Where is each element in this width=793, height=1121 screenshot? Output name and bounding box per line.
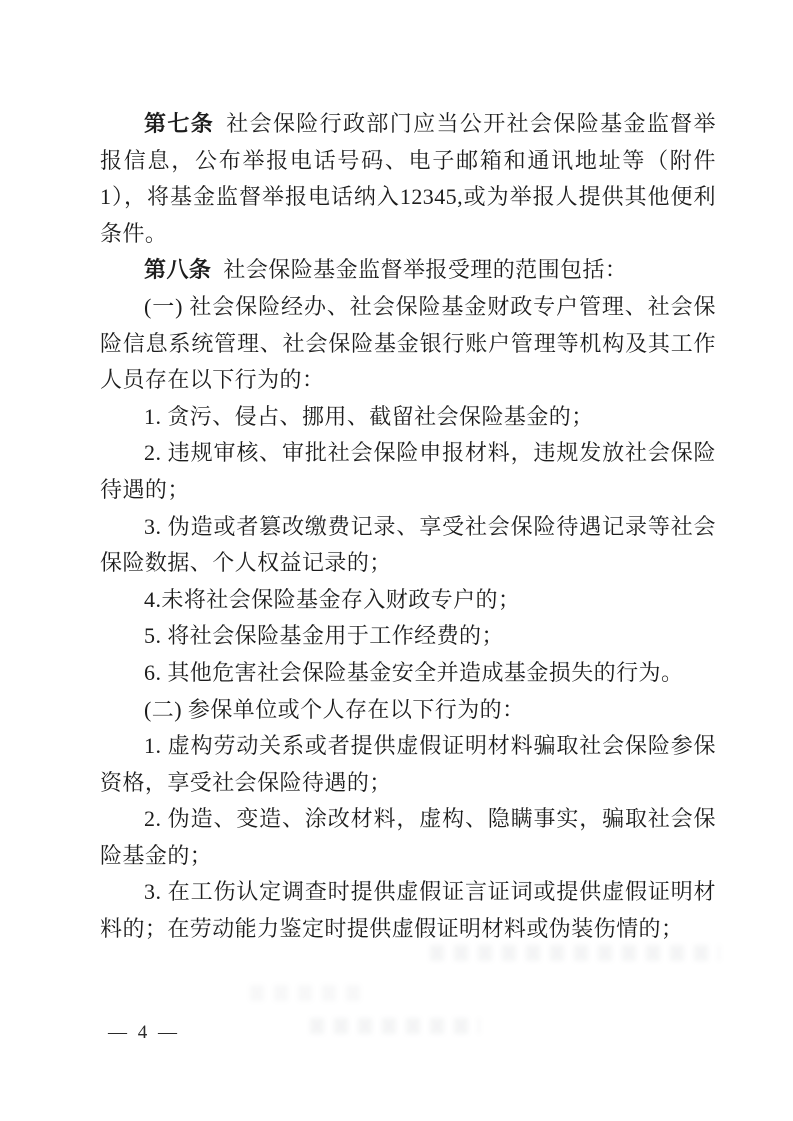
article-paragraph: [100, 692, 716, 729]
paragraph-text: 社会保险行政部门应当公开社会保险基金监督举报信息，公布举报电话号码、电子邮箱和通讯地址等（附件1），将基金监督举报电话纳入12345,或为举报人提供其他便利条件。: [100, 111, 716, 246]
article-term: 第八条: [144, 257, 212, 283]
paragraph-text: 1. 贪污、侵占、挪用、截留社会保险基金的；: [144, 403, 594, 429]
bleed-through-artifact: [310, 1018, 480, 1034]
article-list-item: [100, 874, 716, 947]
bleed-through-artifact: [250, 985, 370, 1001]
page-number: — 4 —: [108, 1022, 180, 1043]
article-body: [100, 106, 716, 948]
article-paragraph: [100, 289, 716, 399]
paragraph-text: 3. 伪造或者篡改缴费记录、享受社会保险待遇记录等社会保险数据、个人权益记录的；: [100, 513, 716, 576]
article-list-item: [100, 618, 716, 655]
paragraph-text: 社会保险基金监督举报受理的范围包括：: [223, 257, 628, 283]
article-list-item: [100, 435, 716, 508]
paragraph-text: 2. 伪造、变造、涂改材料，虚构、隐瞒事实，骗取社会保险基金的；: [100, 806, 716, 868]
paragraph-text: 5. 将社会保险基金用于工作经费的；: [144, 623, 504, 649]
paragraph-text: 4.未将社会保险基金存入财政专户的；: [144, 586, 521, 612]
paragraph-text: 6. 其他危害社会保险基金安全并造成基金损失的行为。: [144, 659, 684, 685]
article-list-item: [100, 801, 716, 874]
paragraph-text: 1. 虚构劳动关系或者提供虚假证明材料骗取社会保险参保资格，享受社会保险待遇的；: [100, 733, 716, 795]
article-term: 第七条: [144, 111, 215, 136]
paragraph-text: 3. 在工伤认定调查时提供虚假证言证词或提供虚假证明材料的；在劳动能力鉴定时提供虚假证明材料或伪装伤情的；: [100, 879, 716, 942]
paragraph-text: 2. 违规审核、审批社会保险申报材料，违规发放社会保险待遇的；: [100, 440, 716, 502]
article-list-item: [100, 655, 716, 692]
article-list-item: [100, 509, 716, 582]
article-list-item: [100, 582, 716, 619]
article-paragraph: [100, 106, 716, 252]
paragraph-text: (一) 社会保险经办、社会保险基金财政专户管理、社会保险信息系统管理、社会保险基金银行账户管理等机构及其工作人员存在以下行为的：: [100, 293, 716, 393]
article-list-item: [100, 728, 716, 801]
article-paragraph: [100, 252, 716, 289]
article-list-item: [100, 399, 716, 436]
paragraph-text: (二) 参保单位或个人存在以下行为的：: [144, 696, 525, 722]
